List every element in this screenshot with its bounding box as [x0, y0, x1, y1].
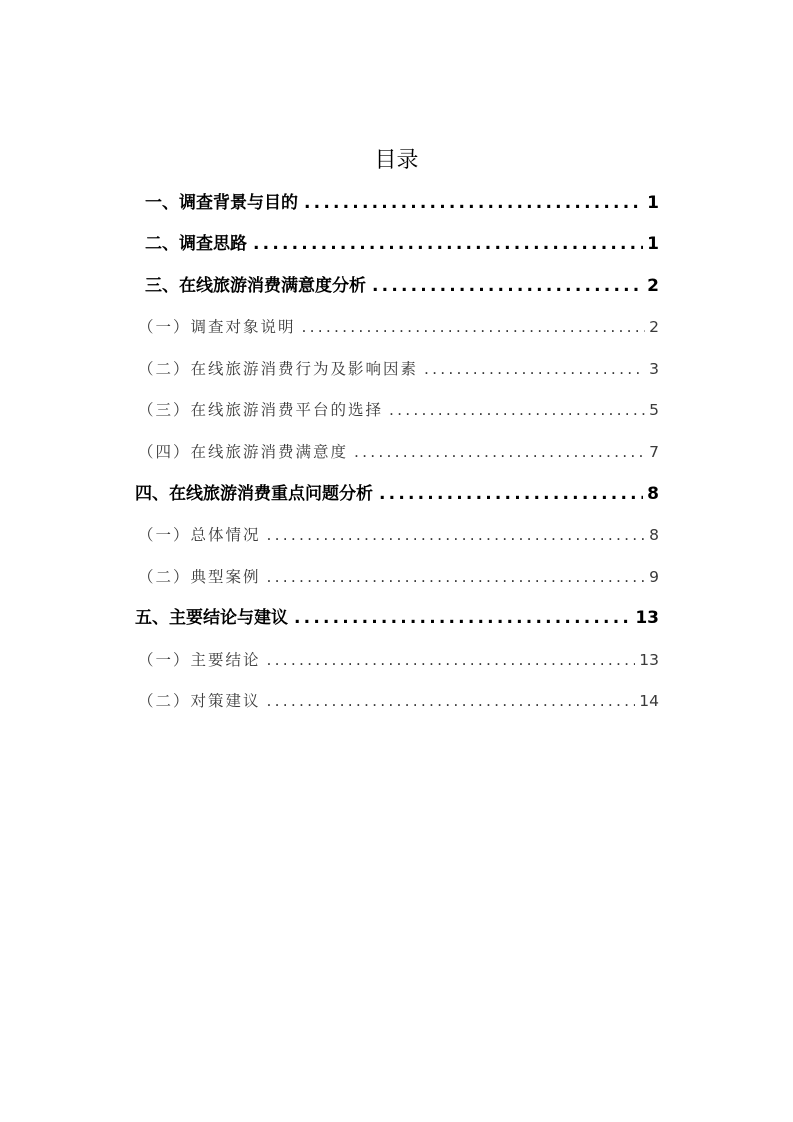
- toc-entry-label: （四）在线旅游消费满意度: [138, 443, 349, 461]
- toc-page-number: 1: [647, 234, 659, 254]
- dot-leader: [372, 274, 643, 298]
- toc-page-number: 7: [649, 443, 659, 461]
- dot-leader: [267, 689, 636, 713]
- toc-entry-5-1[interactable]: [138, 648, 659, 672]
- toc-page-number: 8: [647, 484, 659, 504]
- dot-leader: [304, 191, 643, 215]
- dot-leader: [267, 565, 646, 589]
- toc-entry-label: （三）在线旅游消费平台的选择: [138, 401, 384, 419]
- dot-leader: [424, 357, 645, 381]
- toc-entry-3-4[interactable]: [138, 440, 659, 464]
- toc-entry-label: 五、主要结论与建议: [135, 608, 288, 628]
- toc-page-number: 2: [647, 276, 659, 296]
- dot-leader: [294, 606, 631, 630]
- toc-entry-label: （一）主要结论: [138, 651, 261, 669]
- toc-entry-3-3[interactable]: [138, 398, 659, 422]
- toc-page-number: 5: [649, 401, 659, 419]
- dot-leader: [302, 315, 646, 339]
- toc-entry-label: 一、调查背景与目的: [145, 193, 298, 213]
- toc-page-number: 2: [649, 318, 659, 336]
- toc-page-number: 13: [639, 651, 659, 669]
- toc-entry-label: （一）调查对象说明: [138, 318, 296, 336]
- toc-entry-3[interactable]: [145, 274, 659, 298]
- dot-leader: [379, 482, 643, 506]
- toc-entry-4-2[interactable]: [138, 565, 659, 589]
- toc-entry-3-2[interactable]: [138, 357, 659, 381]
- toc-entry-2[interactable]: [145, 232, 659, 256]
- toc-page-number: 13: [635, 608, 659, 628]
- toc-entry-label: （二）对策建议: [138, 692, 261, 710]
- toc-entry-label: （二）典型案例: [138, 568, 261, 586]
- dot-leader: [267, 523, 646, 547]
- toc-page-number: 1: [647, 193, 659, 213]
- toc-entry-5[interactable]: [135, 606, 659, 630]
- toc-entry-5-2[interactable]: [138, 689, 659, 713]
- dot-leader: [253, 232, 643, 256]
- dot-leader: [267, 648, 636, 672]
- toc-entry-label: （二）在线旅游消费行为及影响因素: [138, 360, 419, 378]
- toc-entry-label: 三、在线旅游消费满意度分析: [145, 276, 366, 296]
- toc-page-number: 14: [639, 692, 659, 710]
- toc-entry-label: 二、调查思路: [145, 234, 247, 254]
- dot-leader: [354, 440, 645, 464]
- toc-page-number: 9: [649, 568, 659, 586]
- toc-entry-1[interactable]: [145, 191, 659, 215]
- toc-entry-4-1[interactable]: [138, 523, 659, 547]
- toc-page-number: 3: [649, 360, 659, 378]
- toc-entry-label: 四、在线旅游消费重点问题分析: [135, 484, 373, 504]
- toc-entry-3-1[interactable]: [138, 315, 659, 339]
- toc-entry-label: （一）总体情况: [138, 526, 261, 544]
- toc-entry-4[interactable]: [135, 482, 659, 506]
- dot-leader: [389, 398, 645, 422]
- toc-page-number: 8: [649, 526, 659, 544]
- toc-title: 目录: [374, 148, 419, 173]
